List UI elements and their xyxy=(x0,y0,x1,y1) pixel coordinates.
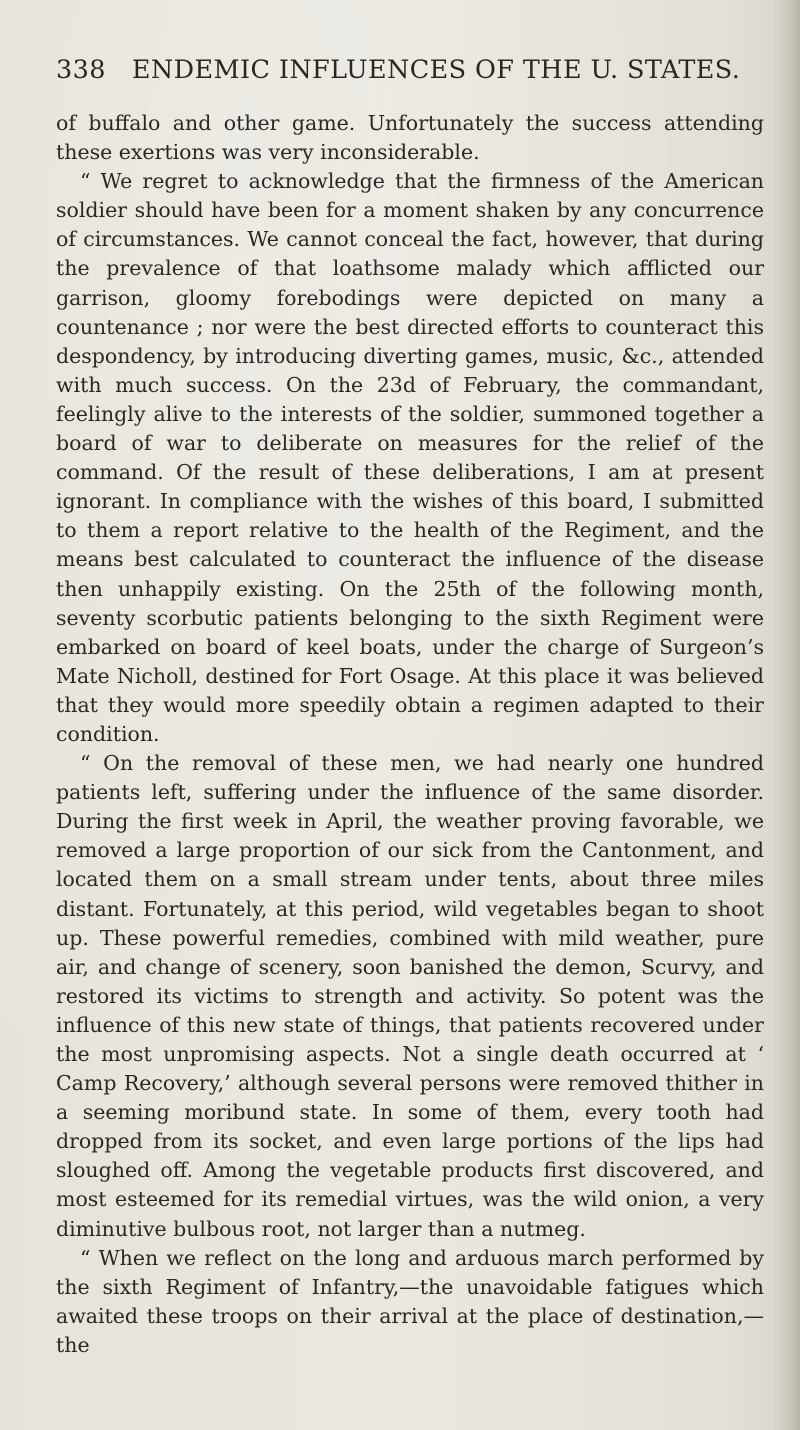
running-header xyxy=(56,55,756,85)
paragraph-continuation: of buffalo and other game. Unfortunately the success attending these exertions was very inconsiderable. xyxy=(56,111,764,165)
paragraph-camp-recovery: “ On the removal of these men, we had nearly one hundred patients left, suffering under the influence of the same disorder. During the first week in April, the weather proving favorable, we removed a large proportion of our sick from the Cantonment, and located them on a small stream under tents, about three miles distant. Fortunately, at this period, wild vegetables began to shoot up. These powerful remedies, combined with mild weather, pure air, and change of scenery, soon banished the demon, Scurvy, and restored its victims to strength and activity. So potent was the influence of this new state of things, that patients recovered under the most unpromising aspects. Not a single death occurred at ‘ Camp Recovery,’ although several persons were removed thither in a seeming moribund state. In some of them, every tooth had dropped from its socket, and even large portions of the lips had sloughed off. Among the vegetable products first discovered, and most esteemed for its remedial virtues, was the wild onion, a very diminutive bulbous root, not larger than a nutmeg. xyxy=(56,751,764,1241)
running-title: ENDEMIC INFLUENCES OF THE U. STATES. xyxy=(131,55,741,85)
paragraph-arduous-march: “ When we reflect on the long and arduous march performed by the sixth Regiment of Infantry,—the unavoidable fatigues which awaited these troops on their arrival at the place of destination,—the xyxy=(56,1245,764,1357)
body-text xyxy=(56,109,764,1360)
paragraph-board-of-war: “ We regret to acknowledge that the firmness of the American soldier should have been for a moment shaken by any concurrence of circumstances. We cannot conceal the fact, however, that during the prevalence of that loathsome malady which afflicted our garrison, gloomy forebodings were depicted on many a countenance ; nor were the best directed efforts to counteract this despondency, by introducing diverting games, music, &c., attended with much success. On the 23d of February, the commandant, feelingly alive to the interests of the soldier, summoned together a board of war to deliberate on measures for the relief of the command. Of the result of these deliberations, I am at present ignorant. In compliance with the wishes of this board, I submitted to them a report relative to the health of the Regiment, and the means best calculated to counteract the influence of the disease then unhappily existing. On the 25th of the following month, seventy scorbutic patients belonging to the sixth Regiment were embarked on board of keel boats, under the charge of Surgeon’s Mate Nicholl, destined for Fort Osage. At this place it was believed that they would more speedily obtain a regimen adapted to their condition. xyxy=(56,169,764,746)
page-number: 338 xyxy=(56,55,106,85)
page-edge-shadow xyxy=(772,0,800,1430)
